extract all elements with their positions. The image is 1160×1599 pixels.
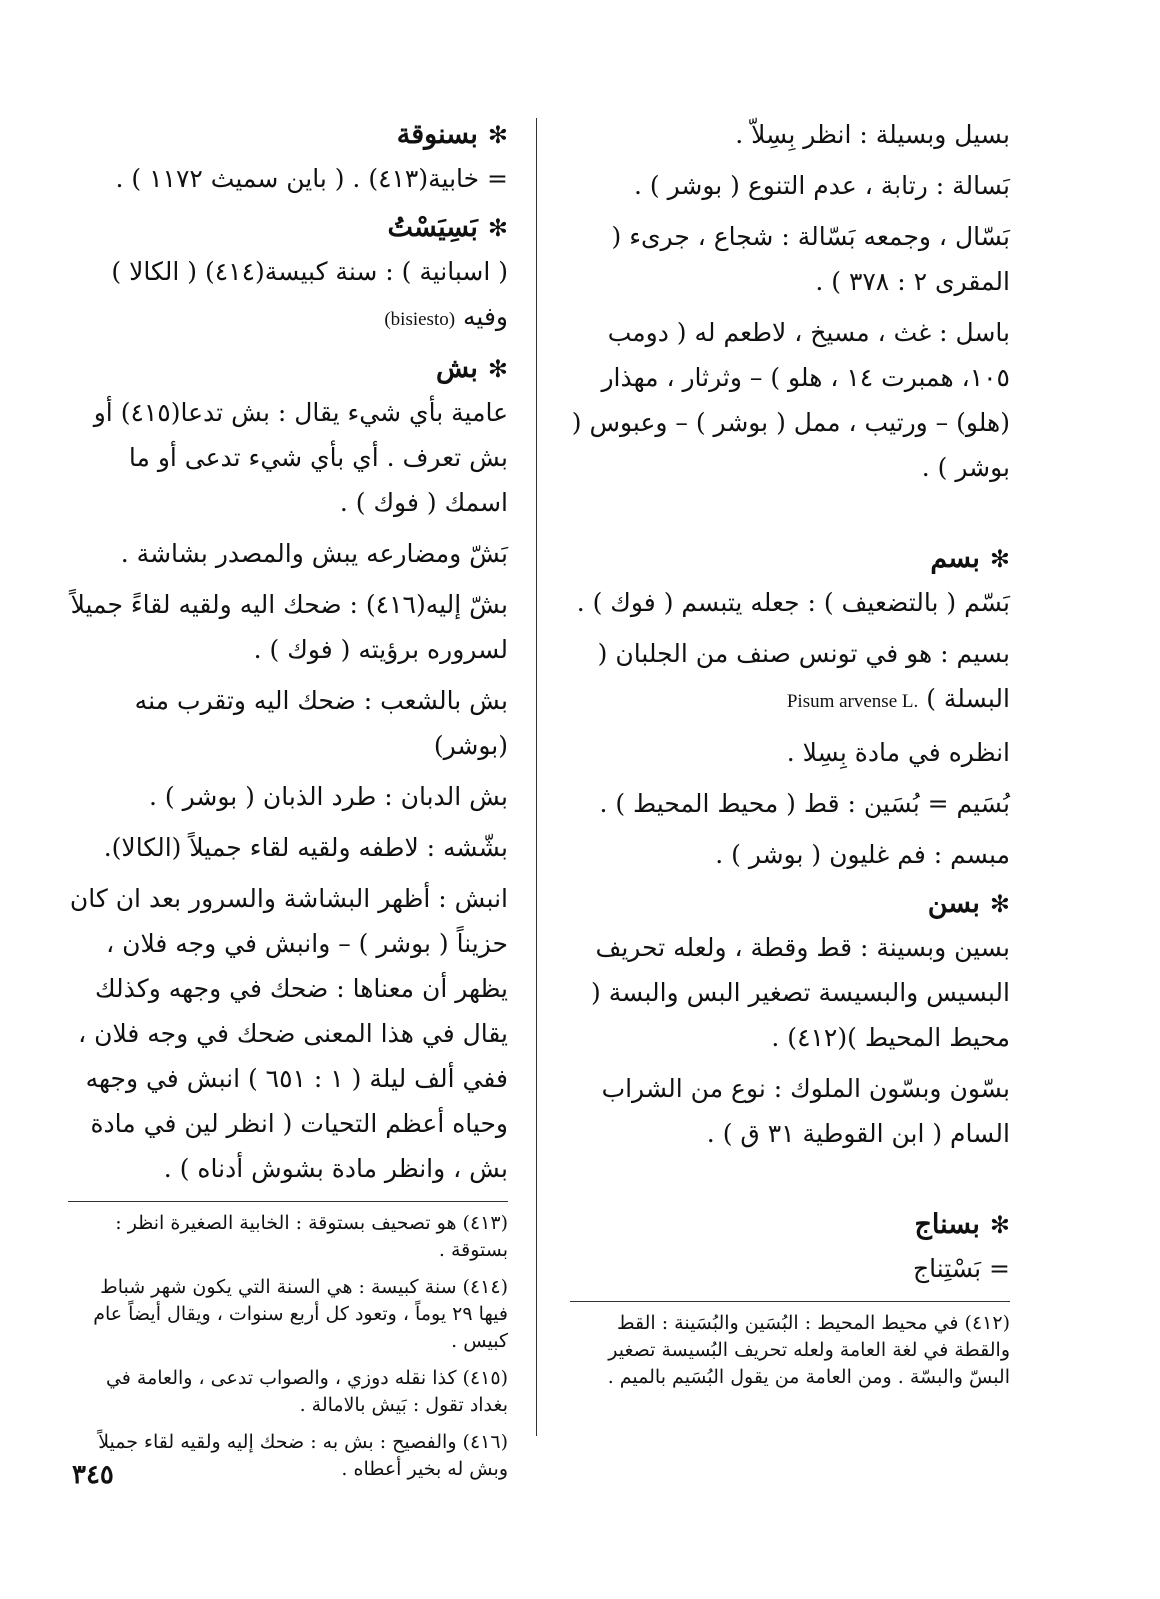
entry-text: بَسّال ، وجمعه بَسّالة : شجاع ، جرىء ( المقرى ٢ : ٣٧٨ ) . [611,222,1010,296]
heading-text: بسنوقة [396,119,478,150]
entry-text: بسّون وبسّون الملوك : نوع من الشراب السام ( ابن القوطية ٣١ ق ) . [601,1074,1010,1148]
entry-heading [68,207,508,249]
asterisk-icon: ✻ [989,1211,1010,1239]
dictionary-entry [570,310,1010,490]
entry-text: مبسم : فم غليون ( بوشر ) . [715,840,1010,869]
footnote-rule [68,1201,508,1202]
entry-heading [570,1204,1010,1246]
dictionary-entry [68,825,508,870]
latin-term: Pisum arvense L. [786,691,919,712]
entry-text: = بَسْتِناج [913,1254,1010,1283]
asterisk-icon: ✻ [487,214,508,242]
left-column [68,112,508,1493]
heading-text: بش [435,353,478,384]
heading-text: بَسِيَسْتُ [387,212,478,243]
asterisk-icon: ✻ [989,545,1010,573]
footnote: (٤١٤) سنة كبيسة : هي السنة التي يكون شهر شباط فيها ٢٩ يوماً ، وتعود كل أربع سنوات ، ويقال أيضاً عام كبيس . [93,1276,508,1352]
spacer [570,496,1010,536]
footnote: (٤١٦) والفصيح : بش به : ضحك إليه ولقيه لقاء جميلاً وبش له بخير أعطاه . [98,1431,508,1480]
asterisk-icon: ✻ [487,355,508,383]
entry-text: بُسَيم = بُسَين : قط ( محيط المحيط ) . [599,789,1010,818]
dictionary-entry [68,582,508,672]
dictionary-entry [68,390,508,525]
dictionary-entry [570,112,1010,157]
entry-heading [68,114,508,156]
entry-text: انبش : أظهر البشاشة والسرور بعد ان كان حزيناً ( بوشر ) – وانبش في وجه فلان ، يظهر أن معناها : ضحك في وجهه وكذلك يقال في هذا المعنى ضحك في وجه فلان ، ففي ألف ليلة ( ١ : ٦٥١ ) انبش في وجهه وحياه أعظم التحيات ( انظر لين في مادة بش ، وانظر مادة بشوش أدناه ) . [69,884,508,1183]
dictionary-entry [68,678,508,768]
heading-text: بسم [930,543,980,574]
entry-text: بسين وبسينة : قط وقطة ، ولعله تحريف البسيس والبسيسة تصغير البس والبسة ( محيط المحيط )(٤١٢) . [591,933,1010,1052]
entry-text: بش بالشعب : ضحك اليه وتقرب منه (بوشر) [134,686,508,760]
entry-text: بَشّ ومضارعه يبش والمصدر بشاشة . [120,539,508,568]
entry-heading [68,348,508,390]
heading-text: بسناج [914,1209,980,1240]
dictionary-entry [570,1066,1010,1156]
dictionary-entry [570,781,1010,826]
right-column [570,112,1010,1401]
entry-text: بسيل وبسيلة : انظر بِسِلاّ . [735,120,1010,149]
entry-text: بش الدبان : طرد الذبان ( بوشر ) . [149,782,508,811]
heading-text: بسن [927,888,980,919]
dictionary-entry [570,214,1010,304]
entry-text: ( اسبانية ) : سنة كبيسة(٤١٤) ( الكالا ) وفيه [111,257,508,331]
asterisk-icon: ✻ [989,890,1010,918]
entry-text: بَسالة : رتابة ، عدم التنوع ( بوشر ) . [634,171,1010,200]
spacer [570,1162,1010,1202]
dictionary-entry [570,1246,1010,1291]
dictionary-entry [68,774,508,819]
footnote: (٤١٢) في محيط المحيط : البُسَين والبُسَينة : القط والقطة في لغة العامة ولعله تحريف البُسيسة تصغير البسّ والبسّة . ومن العامة من يقول البُسَيم بالميم . [607,1312,1010,1388]
dictionary-entry [68,156,508,201]
dictionary-entry [570,631,1010,724]
dictionary-entry [68,876,508,1191]
column-divider [536,118,537,1436]
entry-text: بسيم : هو في تونس صنف من الجلبان ( البسلة ) [597,639,1010,713]
entry-heading [570,883,1010,925]
entry-text: باسل : غث ، مسيخ ، لاطعم له ( دومب ١٠٥، همبرت ١٤ ، هلو ) – وثرثار ، مهذار (هلو) – ورتيب ، ممل ( بوشر ) – وعبوس ( بوشر ) . [571,318,1010,482]
dictionary-entry [570,925,1010,1060]
dictionary-entry [570,163,1010,208]
entry-text: بَسّم ( بالتضعيف ) : جعله يتبسم ( فوك ) . [576,588,1010,617]
footnote-rule [570,1301,1010,1302]
entry-text: عامية بأي شيء يقال : بش تدعا(٤١٥) أو بش تعرف . أي بأي شيء تدعى أو ما اسمك ( فوك ) . [93,398,508,517]
entry-text: بشّ إليه(٤١٦) : ضحك اليه ولقيه لقاءً جميلاً لسروره برؤيته ( فوك ) . [70,590,508,664]
asterisk-icon: ✻ [487,121,508,149]
footnote: (٤١٣) هو تصحيف بستوقة : الخابية الصغيرة انظر : بستوقة . [115,1212,508,1261]
page-number: ٣٤٥ [72,1460,114,1490]
dictionary-entry [570,580,1010,625]
dictionary-entry [68,249,508,342]
entry-text: = خابية(٤١٣) . ( باين سميث ١١٧٢ ) . [115,164,508,193]
dictionary-entry [68,531,508,576]
entry-text: بشّشه : لاطفه ولقيه لقاء جميلاً (الكالا). [103,833,508,862]
latin-term: (bisiesto) [384,309,456,330]
dictionary-entry [570,730,1010,775]
entry-heading [570,538,1010,580]
entry-text: انظره في مادة بِسِلا . [786,738,1010,767]
footnote: (٤١٥) كذا نقله دوزي ، والصواب تدعى ، والعامة في بغداد تقول : بَيش بالامالة . [105,1367,508,1416]
dictionary-entry [570,832,1010,877]
